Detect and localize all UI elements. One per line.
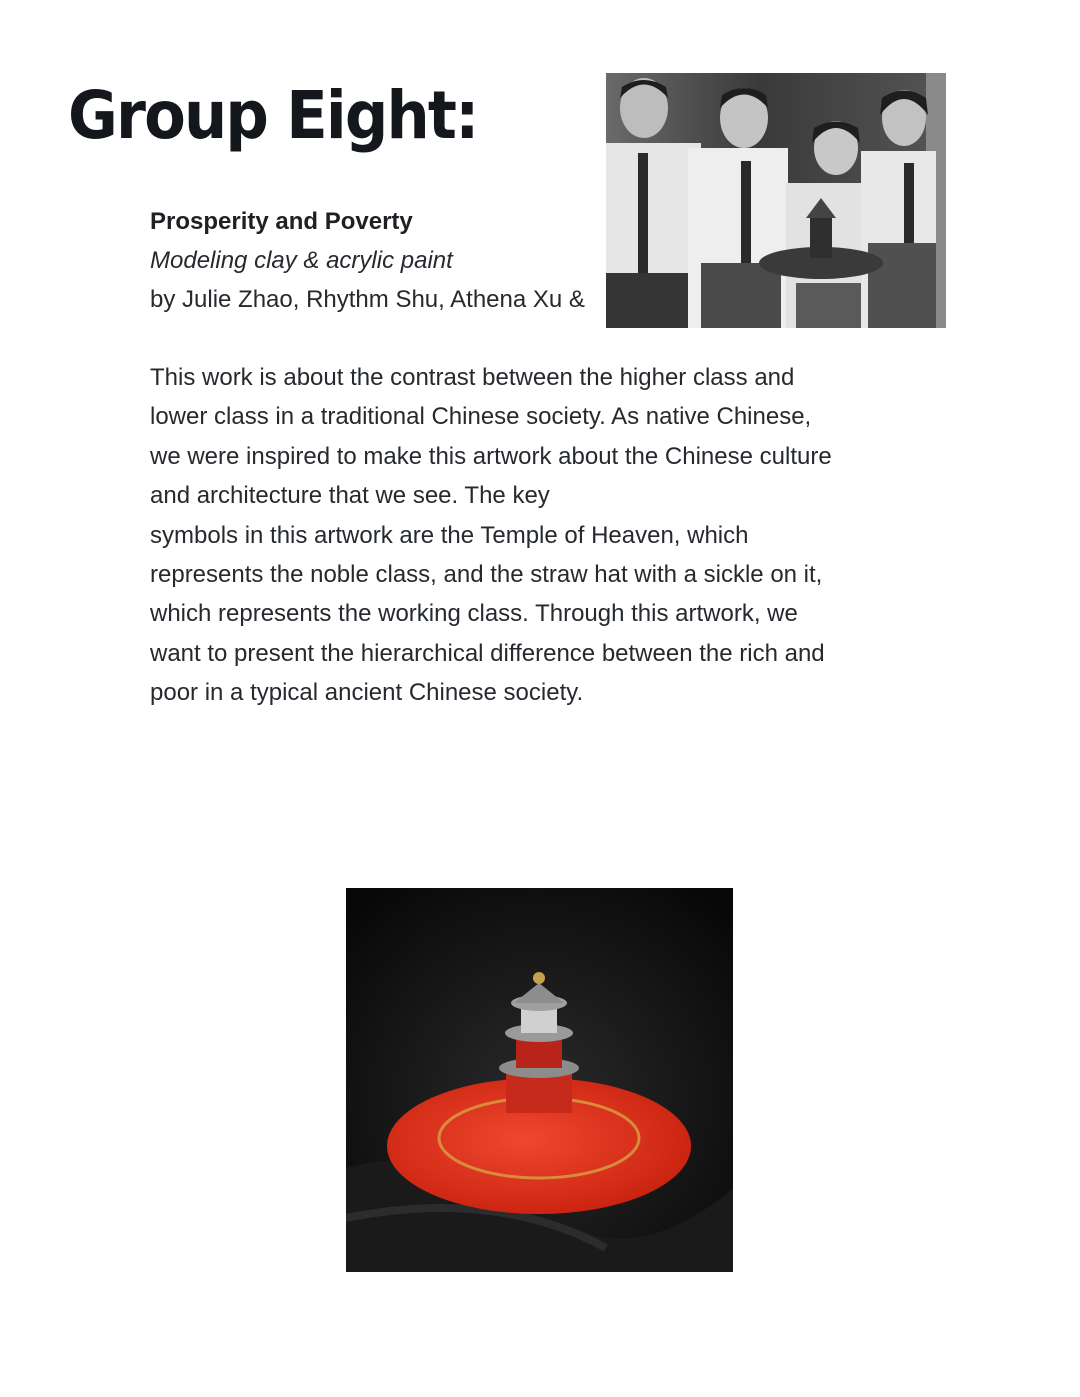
artwork-medium: Modeling clay & acrylic paint: [150, 247, 453, 274]
page-heading: Group Eight:: [68, 77, 478, 154]
group-photo-illustration: [606, 73, 946, 328]
description-line: we were inspired to make this artwork about the Chinese culture: [150, 442, 832, 470]
description-line: poor in a typical ancient Chinese society.: [150, 679, 584, 707]
description-line: which represents the working class. Through this artwork, we: [150, 600, 798, 628]
description-line: represents the noble class, and the straw hat with a sickle on it,: [150, 561, 823, 589]
description-line: symbols in this artwork are the Temple of Heaven, which: [150, 521, 749, 549]
artwork-title: Prosperity and Poverty: [150, 208, 413, 235]
artwork-photo-illustration: [346, 888, 733, 1272]
description-line: and architecture that we see. The key: [150, 482, 550, 510]
description-line: lower class in a traditional Chinese society. As native Chinese,: [150, 403, 812, 431]
description-line: want to present the hierarchical difference between the rich and: [150, 639, 825, 667]
artwork-photo: [346, 888, 733, 1272]
description-line: This work is about the contrast between the higher class and: [150, 364, 795, 391]
artwork-info: [150, 202, 620, 319]
artwork-description: [150, 358, 910, 713]
group-photo: [606, 73, 946, 328]
artwork-credit: by Julie Zhao, Rhythm Shu, Athena Xu &: [150, 286, 585, 313]
